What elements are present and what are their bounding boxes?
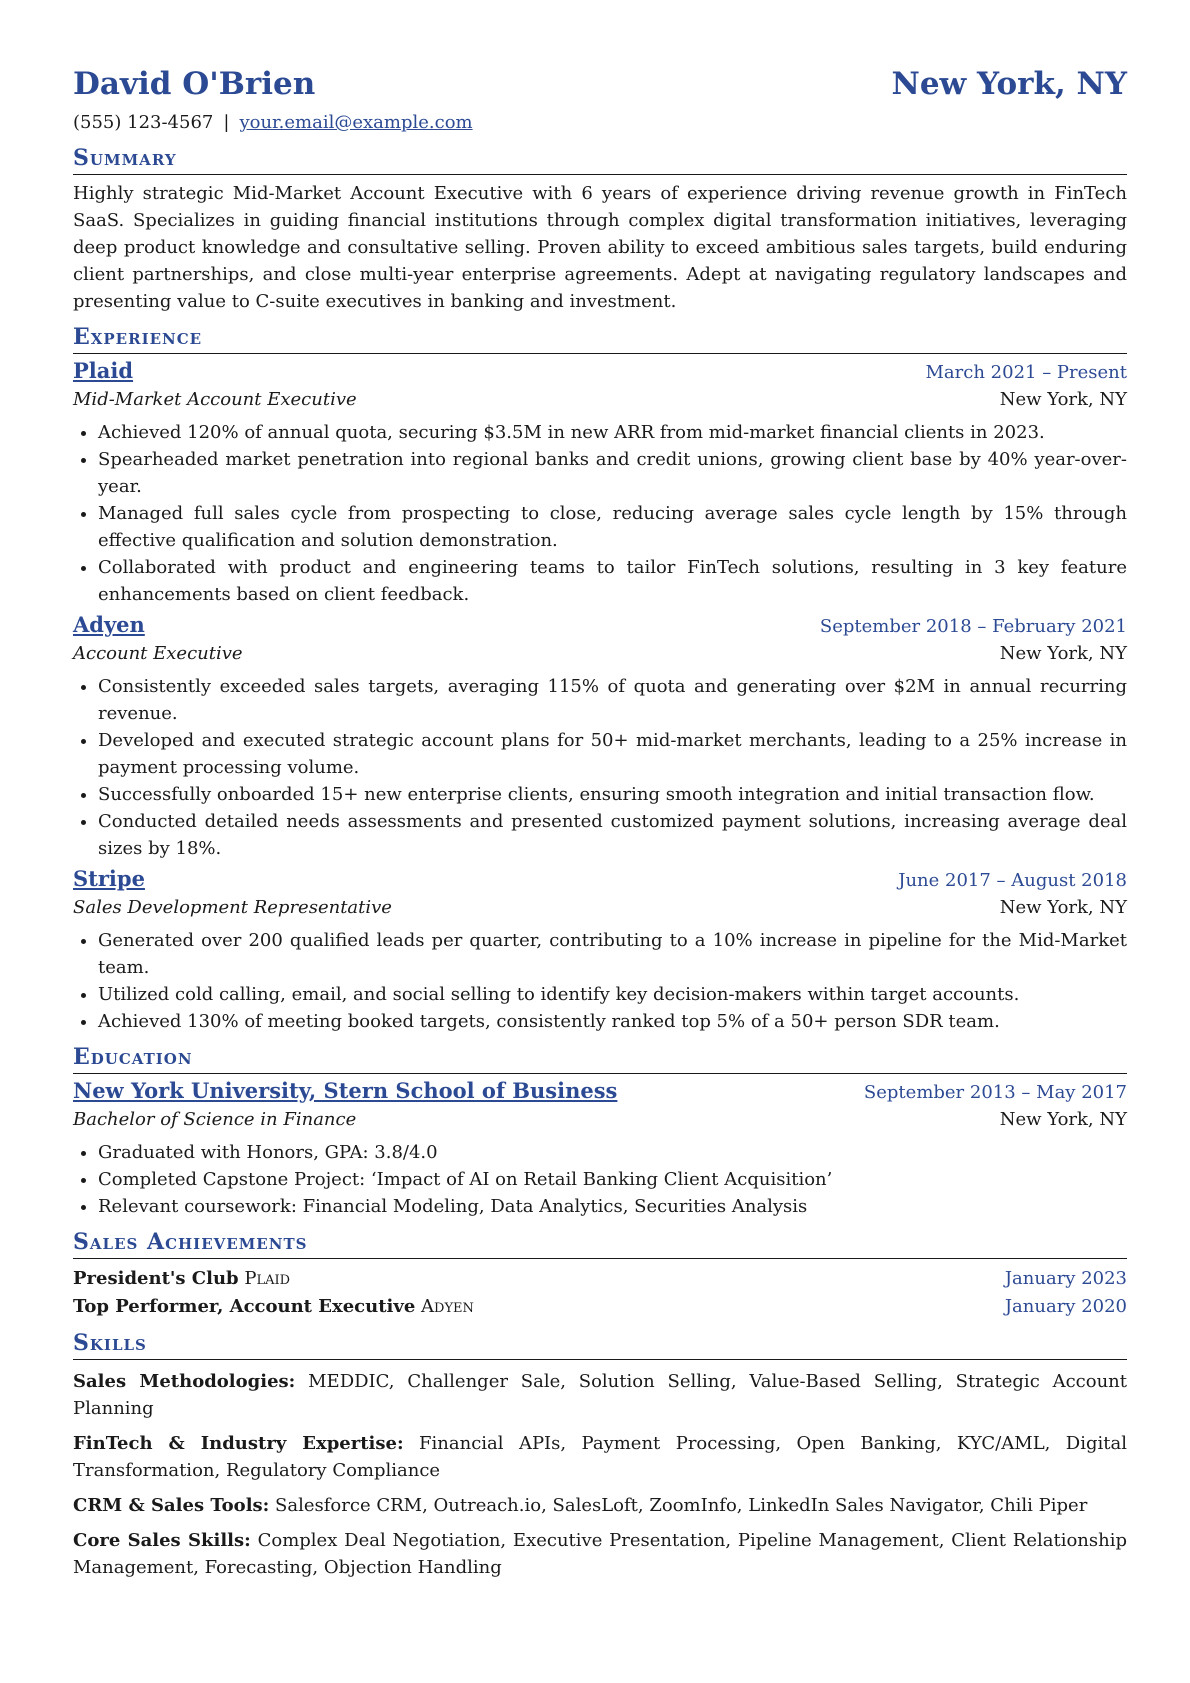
section-heading-experience: [73, 322, 1127, 354]
section-title: Experience: [73, 324, 203, 350]
skill-label: Core Sales Skills:: [73, 1530, 251, 1551]
job-subheader-row: [73, 386, 1127, 413]
job-dates: June 2017 – August 2018: [898, 870, 1127, 891]
skill-text: Salesforce CRM, Outreach.io, SalesLoft, ZoomInfo, LinkedIn Sales Navigator, Chili Piper: [275, 1495, 1088, 1516]
experience-entry-plaid: [73, 356, 1127, 608]
skill-text: Financial APIs, Payment Processing, Open Banking, KYC/AML, Digital Transformation, Regulatory Compliance: [73, 1433, 1127, 1481]
job-subheader-row: [73, 640, 1127, 667]
section-heading-summary: [73, 143, 1127, 175]
award-name: President's Club: [73, 1268, 239, 1289]
award-date: January 2023: [1004, 1268, 1127, 1289]
company-link[interactable]: Adyen: [73, 612, 145, 637]
skill-group-methodologies: [73, 1368, 1127, 1422]
resume-header: [73, 62, 1127, 106]
experience-entry-stripe: [73, 864, 1127, 1035]
education-bullets: [73, 1139, 1127, 1220]
list-item: • Generated over 200 qualified leads per quarter, contributing to a 10% increase in pipeline for the Mid-Market team.: [98, 927, 1127, 981]
list-item: • Relevant coursework: Financial Modeling, Data Analytics, Securities Analysis: [98, 1193, 1127, 1220]
list-item: • Managed full sales cycle from prospecting to close, reducing average sales cycle length by 15% through effective qualification and solution demonstration.: [98, 500, 1127, 554]
award-date: January 2020: [1004, 1296, 1127, 1317]
experience-entry-adyen: [73, 610, 1127, 862]
award-name: Top Performer, Account Executive: [73, 1296, 416, 1317]
job-bullets: [73, 673, 1127, 862]
award-org: Plaid: [244, 1268, 291, 1289]
section-heading-achievements: [73, 1227, 1127, 1259]
email-link[interactable]: your.email@example.com: [239, 112, 473, 133]
resume-page: [73, 62, 1127, 1581]
list-item: • Spearheaded market penetration into regional banks and credit unions, growing client base by 40% year-over-year.: [98, 446, 1127, 500]
list-item: • Consistently exceeded sales targets, averaging 115% of quota and generating over $2M in annual recurring revenue.: [98, 673, 1127, 727]
contact-separator: |: [223, 112, 230, 133]
school-header-row: [73, 1076, 1127, 1106]
section-title: Skills: [73, 1330, 147, 1356]
skill-group-crm-tools: [73, 1492, 1127, 1519]
list-item: • Completed Capstone Project: ‘Impact of AI on Retail Banking Client Acquisition’: [98, 1166, 1127, 1193]
award-org: Adyen: [421, 1296, 474, 1317]
education-entry: [73, 1076, 1127, 1220]
job-bullets: [73, 927, 1127, 1035]
contact-line: [73, 110, 1127, 136]
list-item: • Conducted detailed needs assessments and presented customized payment solutions, increasing average deal sizes by 18%.: [98, 808, 1127, 862]
school-subheader-row: [73, 1106, 1127, 1133]
achievements-list: [73, 1265, 1127, 1321]
job-location: New York, NY: [999, 389, 1127, 410]
list-item: • Achieved 130% of meeting booked targets, consistently ranked top 5% of a 50+ person SDR team.: [98, 1008, 1127, 1035]
job-header-row: [73, 356, 1127, 386]
job-header-row: [73, 610, 1127, 640]
company-link[interactable]: Plaid: [73, 358, 134, 383]
section-title: Sales Achievements: [73, 1229, 308, 1255]
skill-group-fintech: [73, 1430, 1127, 1484]
skill-text: MEDDIC, Challenger Sale, Solution Selling, Value-Based Selling, Strategic Account Planning: [73, 1371, 1127, 1419]
education-dates: September 2013 – May 2017: [863, 1082, 1127, 1103]
section-heading-skills: [73, 1328, 1127, 1360]
job-location: New York, NY: [999, 643, 1127, 664]
header-location: New York, NY: [891, 66, 1127, 102]
school-link[interactable]: New York University, Stern School of Business: [73, 1078, 618, 1103]
section-title: Education: [73, 1044, 193, 1070]
candidate-name: David O'Brien: [73, 66, 316, 102]
section-heading-education: [73, 1042, 1127, 1074]
skill-label: Sales Methodologies:: [73, 1371, 296, 1392]
list-item: • Developed and executed strategic account plans for 50+ mid-market merchants, leading to a 25% increase in payment processing volume.: [98, 727, 1127, 781]
phone-number: (555) 123-4567: [73, 112, 214, 133]
list-item: • Graduated with Honors, GPA: 3.8/4.0: [98, 1139, 1127, 1166]
degree: Bachelor of Science in Finance: [73, 1109, 357, 1130]
company-link[interactable]: Stripe: [73, 866, 145, 891]
achievement-item: [73, 1265, 1127, 1293]
achievement-item: [73, 1293, 1127, 1321]
job-subheader-row: [73, 894, 1127, 921]
list-item: • Utilized cold calling, email, and social selling to identify key decision-makers within target accounts.: [98, 981, 1127, 1008]
list-item: • Successfully onboarded 15+ new enterprise clients, ensuring smooth integration and initial transaction flow.: [98, 781, 1127, 808]
skill-group-core: [73, 1527, 1127, 1581]
job-title: Account Executive: [73, 643, 243, 664]
job-location: New York, NY: [999, 897, 1127, 918]
job-bullets: [73, 419, 1127, 608]
skill-label: CRM & Sales Tools:: [73, 1495, 270, 1516]
skill-text: Complex Deal Negotiation, Executive Presentation, Pipeline Management, Client Relationship Management, Forecasting, Objection Handling: [73, 1530, 1127, 1578]
job-dates: March 2021 – Present: [925, 362, 1127, 383]
list-item: • Achieved 120% of annual quota, securing $3.5M in new ARR from mid-market financial clients in 2023.: [98, 419, 1127, 446]
list-item: • Collaborated with product and engineering teams to tailor FinTech solutions, resulting in 3 key feature enhancements based on client feedback.: [98, 554, 1127, 608]
job-dates: September 2018 – February 2021: [819, 616, 1127, 637]
job-title: Mid-Market Account Executive: [73, 389, 357, 410]
job-title: Sales Development Representative: [73, 897, 392, 918]
summary-text: Highly strategic Mid-Market Account Executive with 6 years of experience driving revenue growth in FinTech SaaS. Specializes in guiding financial institutions through complex digital transformation initiatives, leveraging deep product knowledge and consultative selling. Proven ability to exceed ambitious sales targets, build enduring client partnerships, and close multi-year enterprise agreements. Adept at navigating regulatory landscapes and presenting value to C-suite executives in banking and investment.: [73, 183, 1127, 312]
job-header-row: [73, 864, 1127, 894]
school-location: New York, NY: [999, 1109, 1127, 1130]
section-title: Summary: [73, 145, 177, 171]
skill-label: FinTech & Industry Expertise:: [73, 1433, 404, 1454]
